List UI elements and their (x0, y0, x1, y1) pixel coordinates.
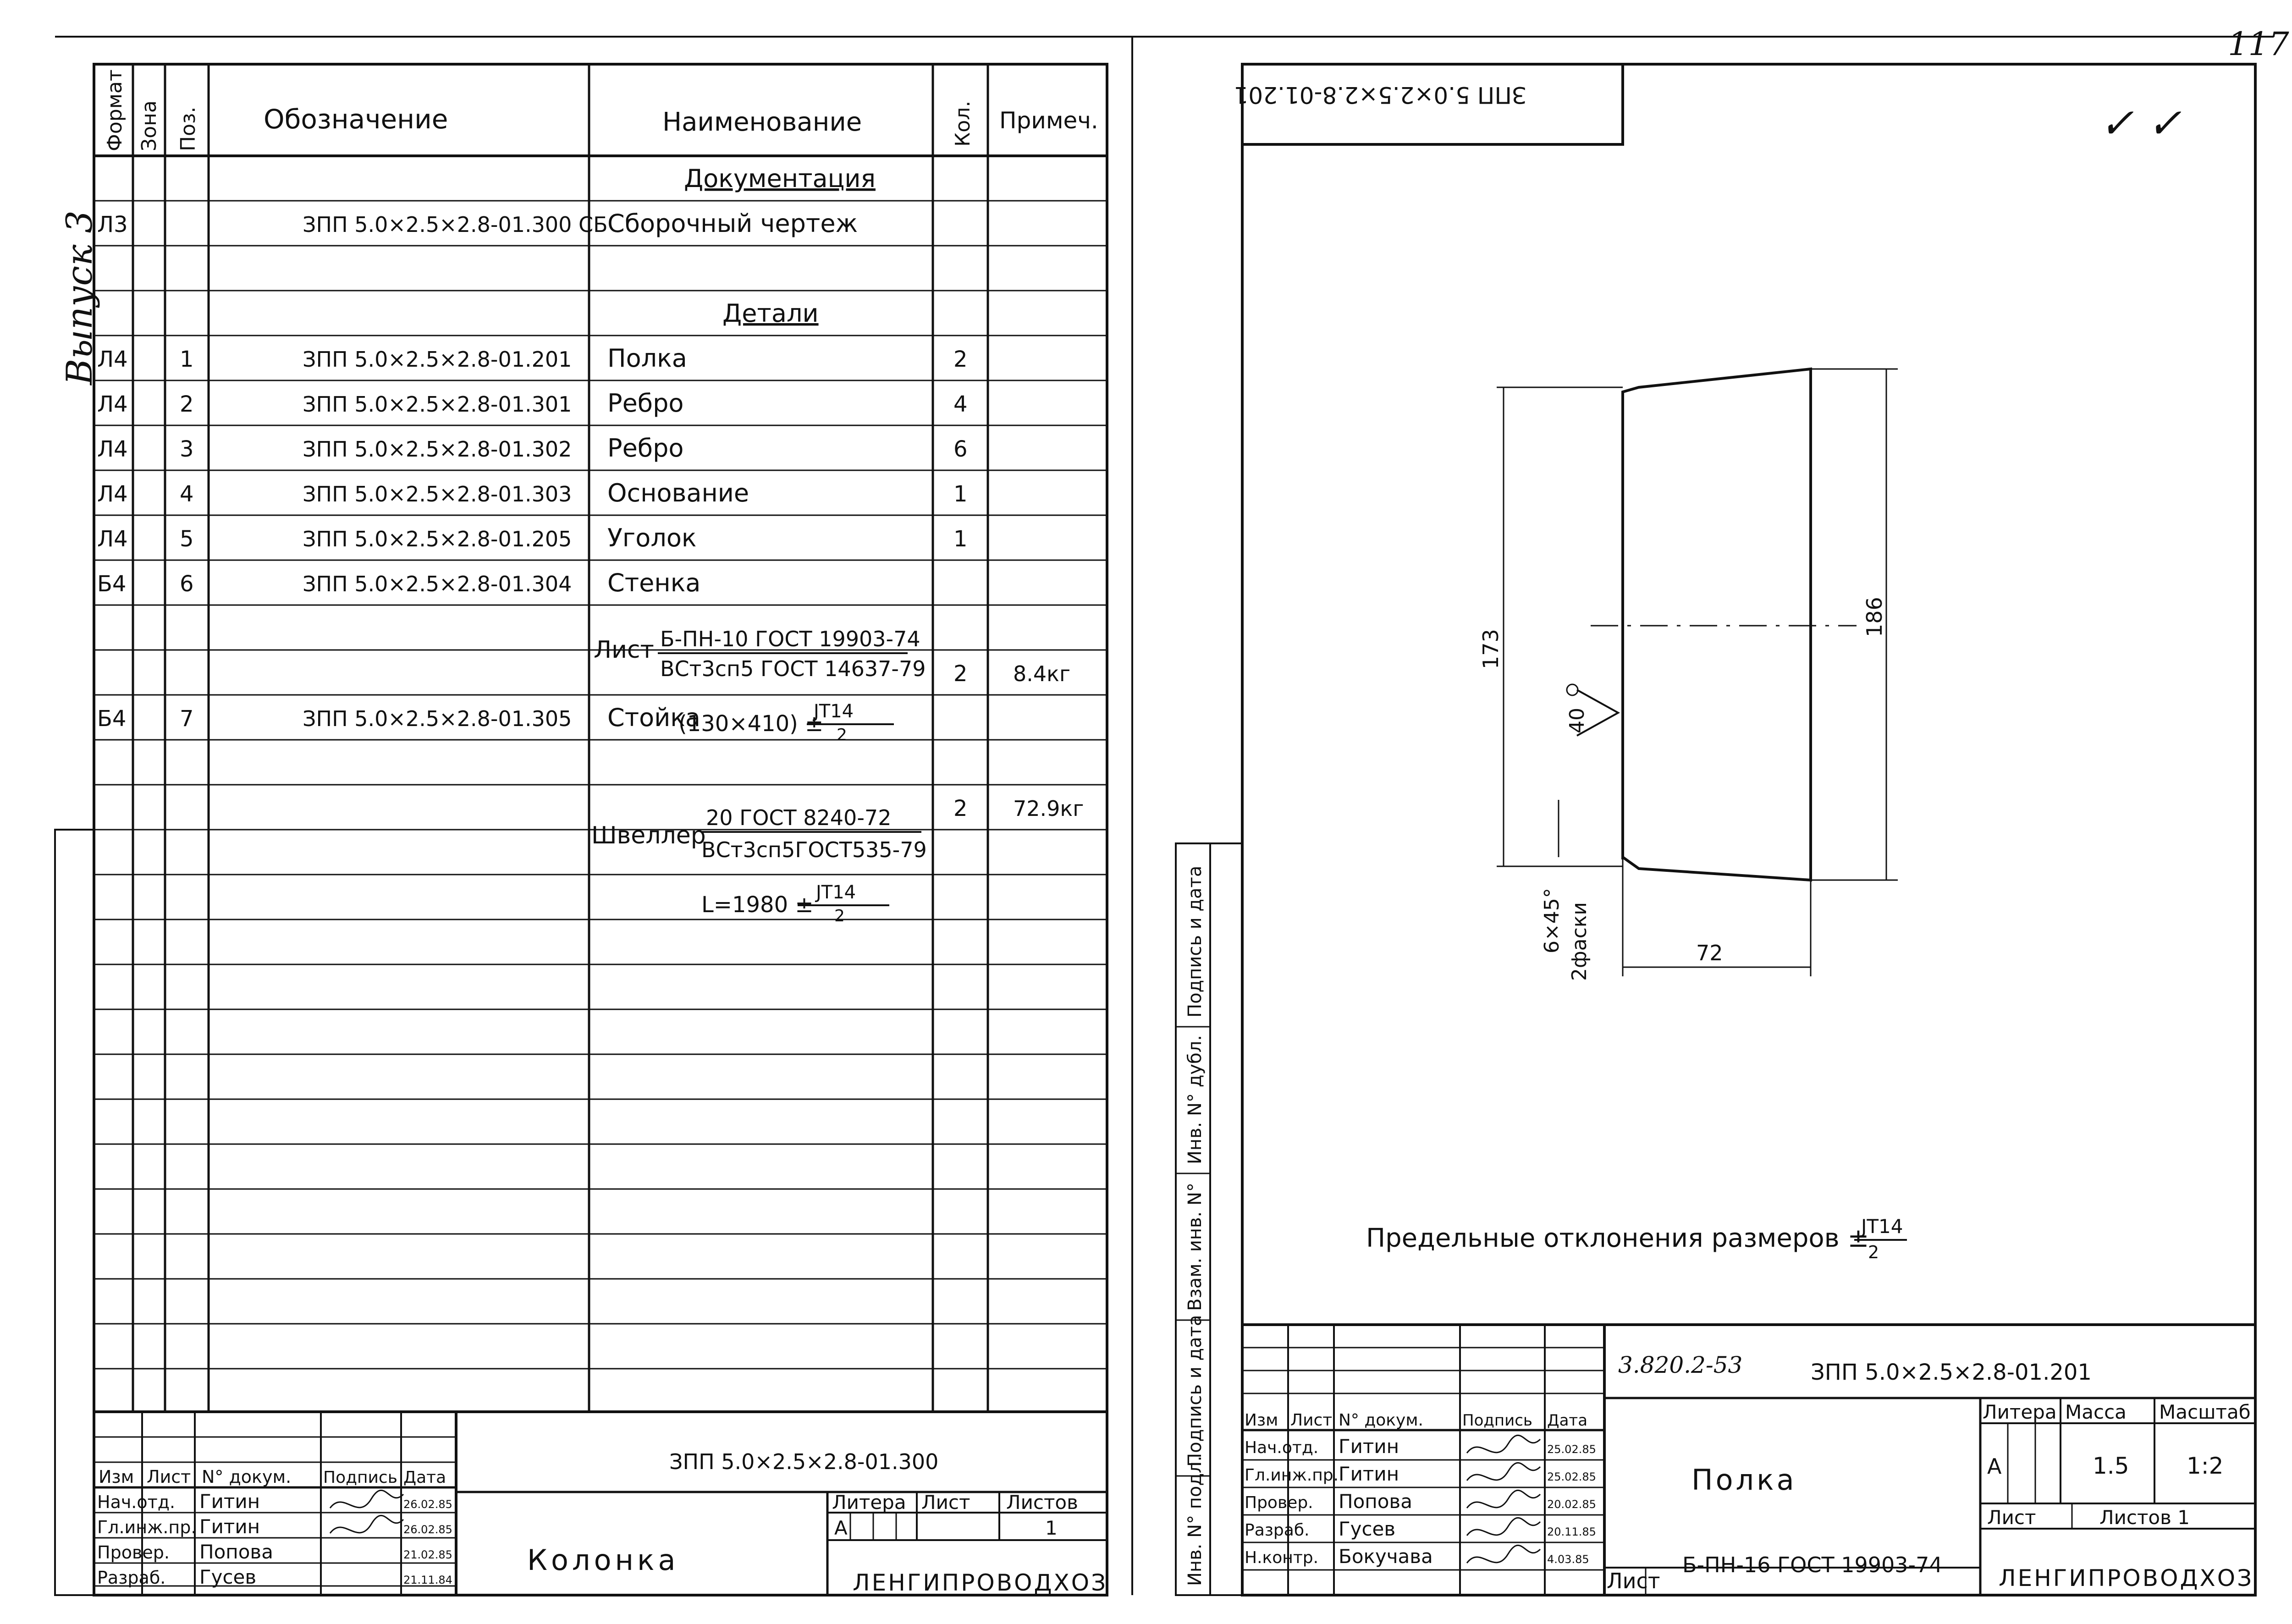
person-role: Гл.инж.пр. (1245, 1466, 1339, 1485)
stamp-col-sign: Подпись (323, 1468, 397, 1487)
dstamp-title: Полка (1691, 1463, 1797, 1497)
chamfer-note: 2фаски (1568, 902, 1591, 981)
row-kol: 1 (953, 481, 968, 507)
header-primech: Примеч. (999, 107, 1098, 134)
stamp-litera: Литера (832, 1491, 906, 1514)
spec-row (97, 568, 700, 597)
stamp-people (97, 1490, 452, 1588)
dstamp-series: 3.820.2-53 (1618, 1352, 1743, 1378)
dim-173: 173 (1478, 629, 1503, 669)
stamp-listov-val: 1 (1045, 1517, 1058, 1539)
row-oboznachenie: ЗПП 5.0×2.5×2.8-01.302 (303, 437, 572, 462)
dim-186: 186 (1862, 597, 1887, 637)
material2-top: 20 ГОСТ 8240-72 (706, 805, 892, 830)
header-naimenovanie: Наименование (662, 107, 862, 137)
row-naimenovanie: Документация (684, 164, 876, 193)
tolerance-den: 2 (1868, 1242, 1879, 1262)
signature (1467, 1435, 1540, 1453)
dstamp-col-izm: Изм (1245, 1411, 1278, 1430)
row-oboznachenie: ЗПП 5.0×2.5×2.8-01.304 (303, 572, 572, 596)
signature (1467, 1490, 1540, 1508)
stamp-person (97, 1566, 452, 1588)
row-poz: 4 (180, 481, 194, 507)
dstamp-litera-val: А (1987, 1454, 2002, 1479)
material1-size: (130×410) ± (678, 711, 824, 737)
dstamp-col-list: Лист (1290, 1411, 1333, 1430)
dstamp-people (1245, 1435, 1596, 1568)
spec-row (97, 389, 968, 418)
header-oboznachenie: Обозначение (264, 104, 448, 135)
tolerance-note: Предельные отклонения размеров ± (1366, 1223, 1869, 1253)
row-oboznachenie: ЗПП 5.0×2.5×2.8-01.205 (303, 527, 572, 551)
dstamp-massa-val: 1.5 (2093, 1453, 2129, 1479)
row-naimenovanie: Детали (722, 299, 819, 328)
rotated-code: ЗПП 5.0×2.5×2.8-01.201 (1234, 82, 1526, 108)
material1-tol-num: JT14 (814, 701, 854, 722)
row-format: Л4 (97, 391, 128, 417)
row-format: Л4 (97, 526, 128, 552)
left-margin-box (55, 830, 94, 1595)
stamp-org: ЛЕНГИПРОВОДХОЗ (853, 1569, 1108, 1596)
row-naimenovanie: Стенка (607, 568, 701, 597)
spec-row (684, 164, 876, 193)
row-primech: 72.9кг (1013, 796, 1084, 821)
header-kol: Кол. (951, 100, 975, 147)
detail-frame (1242, 64, 2255, 1595)
side-label: Взам. инв. N° (1185, 1183, 1206, 1311)
dstamp-listov: Листов 1 (2099, 1506, 2190, 1529)
spec-row (953, 796, 1084, 821)
signature (1467, 1463, 1540, 1481)
person-role: Провер. (97, 1542, 170, 1563)
person-date: 25.02.85 (1547, 1443, 1596, 1456)
row-kol: 2 (953, 661, 968, 687)
dstamp-material: Б-ПН-16 ГОСТ 19903-74 (1682, 1552, 1943, 1577)
dstamp-masshtab-val: 1:2 (2187, 1453, 2224, 1479)
header-format: Формат (103, 69, 127, 151)
signature (330, 1490, 403, 1508)
stamp-list: Лист (921, 1491, 970, 1514)
spec-rows (97, 164, 1084, 821)
dstamp-code: ЗПП 5.0×2.5×2.8-01.201 (1811, 1360, 2092, 1385)
person-date: 21.02.85 (403, 1548, 452, 1561)
dstamp-person (1245, 1490, 1596, 1513)
stamp-litera-val: А (834, 1517, 848, 1539)
person-date: 26.02.85 (403, 1498, 452, 1511)
person-role: Разраб. (97, 1568, 166, 1588)
person-date: 20.02.85 (1547, 1498, 1596, 1511)
dim-72: 72 (1696, 941, 1723, 965)
spec-row (97, 479, 968, 507)
dstamp-org: ЛЕНГИПРОВОДХОЗ (1999, 1565, 2254, 1591)
stamp-listov: Листов (1006, 1491, 1078, 1514)
person-name: Гитин (199, 1490, 260, 1513)
row-poz: 2 (180, 391, 194, 417)
side-label: Инв. N° подл. (1185, 1455, 1206, 1586)
side-label: Инв. N° дубл. (1185, 1035, 1206, 1164)
person-date: 21.11.84 (403, 1574, 452, 1586)
person-name: Гитин (1339, 1463, 1399, 1485)
person-role: Провер. (1245, 1493, 1313, 1512)
chamfer: 6×45° (1540, 888, 1564, 953)
person-name: Гусев (199, 1566, 257, 1588)
row-format: Л4 (97, 481, 128, 507)
spec-row (97, 434, 968, 462)
dstamp-col-date: Дата (1547, 1411, 1588, 1430)
row-oboznachenie: ЗПП 5.0×2.5×2.8-01.301 (303, 392, 572, 417)
row-naimenovanie: Сборочный чертеж (607, 209, 858, 238)
detail-title-block (1242, 1325, 2255, 1595)
person-role: Нач.отд. (1245, 1438, 1319, 1457)
material2-size: L=1980 ± (701, 892, 814, 918)
row-format: Л3 (97, 212, 128, 237)
spec-row (97, 523, 968, 552)
material2-tol-num: JT14 (816, 882, 856, 903)
spec-row (97, 344, 968, 373)
stamp-col-date: Дата (403, 1468, 446, 1487)
vypusk-label: Выпуск 3 (59, 210, 100, 385)
person-date: 25.02.85 (1547, 1470, 1596, 1483)
dstamp-material-prefix: Лист (1607, 1569, 1660, 1593)
row-kol: 2 (953, 796, 968, 821)
row-naimenovanie: Ребро (607, 389, 684, 418)
person-name: Бокучава (1339, 1545, 1433, 1568)
roughness-value: 40 (1565, 708, 1589, 733)
side-labels (1176, 843, 1210, 1586)
row-naimenovanie: Ребро (607, 434, 684, 462)
header-zona: Зона (138, 100, 161, 151)
row-poz: 3 (180, 436, 194, 462)
detail-drawing (1176, 64, 2255, 1595)
check-marks: ✓ ✓ (2099, 99, 2182, 148)
person-name: Гитин (1339, 1435, 1399, 1458)
person-date: 26.02.85 (403, 1523, 452, 1536)
row-naimenovanie: Полка (607, 344, 687, 373)
row-naimenovanie: Основание (607, 479, 749, 507)
material2-bottom: ВСт3сп5ГОСТ535-79 (701, 837, 927, 862)
material1-prefix: Лист (594, 636, 654, 664)
row-kol: 6 (953, 436, 968, 462)
person-role: Нач.отд. (97, 1492, 176, 1512)
material2-prefix: Швеллер (591, 822, 706, 849)
person-role: Гл.инж.пр. (97, 1517, 197, 1537)
part-outline (1623, 369, 1811, 880)
spec-title-block (94, 1412, 1107, 1596)
row-format: Б4 (97, 571, 127, 597)
person-role: Разраб. (1245, 1521, 1310, 1540)
row-primech: 8.4кг (1013, 661, 1071, 686)
signature (1467, 1545, 1540, 1563)
material1-tol-den: 2 (837, 726, 847, 744)
dstamp-person (1245, 1435, 1596, 1458)
row-naimenovanie: Стойка (607, 703, 701, 732)
person-name: Гусев (1339, 1518, 1396, 1540)
row-kol: 4 (953, 391, 968, 417)
stamp-col-doc: N° докум. (202, 1467, 292, 1487)
material1-top: Б-ПН-10 ГОСТ 19903-74 (660, 627, 920, 651)
spec-frame (94, 64, 1107, 1412)
person-date: 20.11.85 (1547, 1525, 1596, 1538)
dstamp-massa: Масса (2065, 1401, 2127, 1423)
signature (330, 1515, 403, 1533)
spec-row (722, 299, 819, 328)
row-oboznachenie: ЗПП 5.0×2.5×2.8-01.303 (303, 482, 572, 506)
specification-table (55, 64, 1107, 1596)
row-kol: 1 (953, 526, 968, 552)
stamp-person (97, 1490, 452, 1513)
page-number: 117 (2228, 25, 2289, 63)
dstamp-person (1245, 1518, 1596, 1540)
side-label: Подпись и дата (1185, 1315, 1206, 1467)
stamp-code: ЗПП 5.0×2.5×2.8-01.300 (669, 1449, 939, 1474)
row-format: Л4 (97, 347, 128, 372)
dstamp-list: Лист (1987, 1506, 2036, 1529)
spec-row (97, 209, 858, 238)
stamp-person (97, 1541, 452, 1563)
tolerance-num: JT14 (1861, 1215, 1903, 1238)
person-date: 4.03.85 (1547, 1553, 1589, 1566)
person-role: Н.контр. (1245, 1548, 1319, 1567)
stamp-person (97, 1515, 452, 1538)
side-label: Подпись и дата (1185, 865, 1206, 1018)
row-format: Б4 (97, 706, 127, 732)
row-poz: 7 (180, 706, 194, 732)
dstamp-col-doc: N° докум. (1339, 1411, 1423, 1430)
row-oboznachenie: ЗПП 5.0×2.5×2.8-01.305 (303, 706, 572, 731)
row-poz: 5 (180, 526, 194, 552)
person-name: Гитин (199, 1515, 260, 1538)
material1-bottom: ВСт3сп5 ГОСТ 14637-79 (660, 656, 926, 681)
material-channel (591, 805, 927, 925)
person-name: Попова (1339, 1490, 1412, 1513)
dstamp-person (1245, 1545, 1589, 1568)
row-kol: 2 (953, 347, 968, 372)
stamp-col-izm: Изм (99, 1467, 134, 1487)
dstamp-litera: Литера (1983, 1401, 2057, 1423)
spec-row (953, 661, 1070, 687)
stamp-col-list: Лист (147, 1467, 191, 1487)
dstamp-person (1245, 1463, 1596, 1485)
row-oboznachenie: ЗПП 5.0×2.5×2.8-01.201 (303, 347, 572, 372)
material2-tol-den: 2 (834, 907, 845, 925)
row-format: Л4 (97, 436, 128, 462)
person-name: Попова (199, 1541, 273, 1563)
dstamp-col-sign: Подпись (1462, 1411, 1532, 1430)
signature (1467, 1518, 1540, 1536)
row-poz: 1 (180, 347, 194, 372)
header-poz: Поз. (176, 106, 200, 151)
spec-row (97, 703, 700, 732)
stamp-title: Колонка (527, 1543, 679, 1577)
row-oboznachenie: ЗПП 5.0×2.5×2.8-01.300 СБ (303, 212, 608, 237)
row-naimenovanie: Уголок (607, 523, 697, 552)
row-poz: 6 (180, 571, 194, 597)
dstamp-masshtab: Масштаб (2159, 1401, 2251, 1423)
